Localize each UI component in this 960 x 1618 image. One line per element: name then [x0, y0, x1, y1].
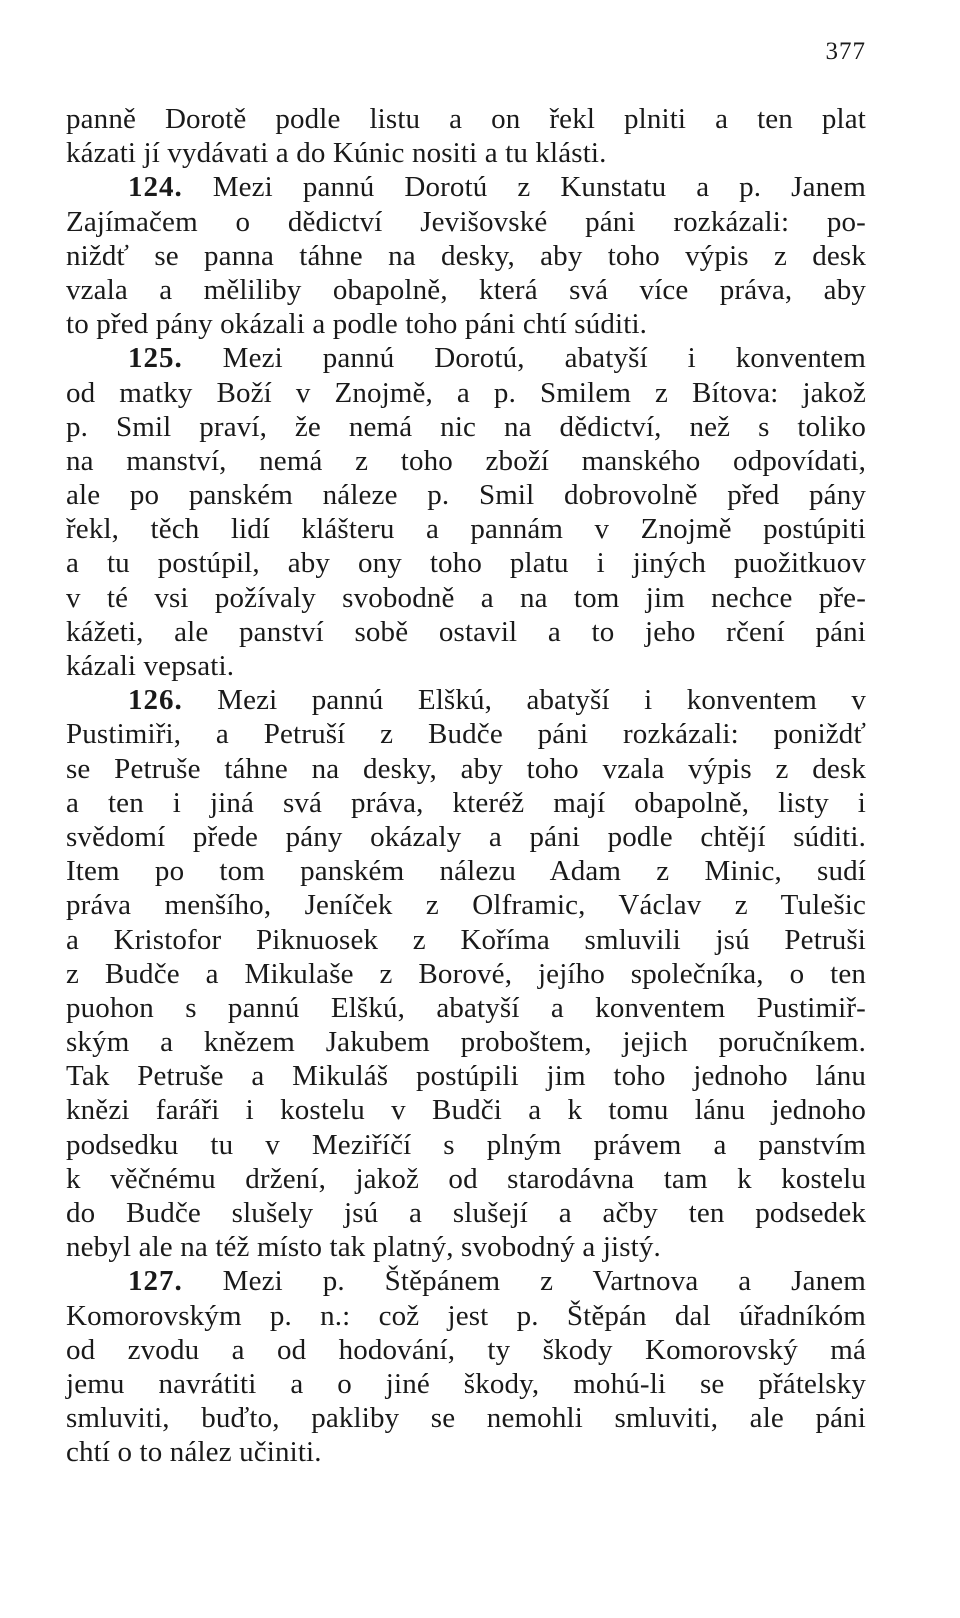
line-text: puohon s pannú Elškú, abatyší a konventem Pustimiř- — [66, 991, 866, 1024]
text-line — [66, 546, 866, 580]
text-line — [66, 239, 866, 273]
line-text: svědomí přede pány okázaly a páni podle chtějí súditi. — [66, 820, 866, 853]
line-text: ale po panském náleze p. Smil dobrovolně před pány — [66, 479, 866, 512]
line-text: chtí o to nález učiniti. — [66, 1436, 322, 1469]
line-text: ským a knězem Jakubem proboštem, jejich poručníkem. — [66, 1026, 866, 1059]
text-line — [66, 1367, 866, 1401]
text-line — [66, 1162, 866, 1196]
line-text: se Petruše táhne na desky, aby toho vzala výpis z desk — [66, 752, 866, 785]
line-text: Zajímačem o dědictví Jevišovské páni rozkázali: po- — [66, 205, 866, 238]
text-line — [66, 1093, 866, 1127]
line-text: kázali vepsati. — [66, 650, 235, 682]
line-text: od matky Boží v Znojmě, a p. Smilem z Bítova: jakož — [66, 376, 866, 409]
text-line — [66, 205, 866, 239]
line-text: p. Smil praví, že nemá nic na dědictví, než s toliko — [66, 410, 866, 443]
line-text: knězi faráři i kostelu v Budči a k tomu lánu jednoho — [66, 1094, 866, 1127]
text-line — [66, 581, 866, 615]
text-line — [66, 923, 866, 957]
line-text: Mezi pannú Dorotú, abatyší i konventem — [182, 342, 866, 375]
line-text: Item po tom panském nálezu Adam z Minic, sudí — [66, 855, 866, 888]
text-line — [66, 410, 866, 444]
text-line — [66, 1333, 866, 1367]
text-line — [66, 136, 866, 170]
line-text: od zvodu a od hodování, ty škody Komorovský má — [66, 1333, 866, 1366]
paragraph-start-line — [66, 683, 866, 717]
paragraph-start-line — [66, 170, 866, 204]
text-line — [66, 1401, 866, 1435]
text-line — [66, 1128, 866, 1162]
line-text: práva menšího, Jeníček z Olframic, Václav z Tulešic — [66, 889, 866, 922]
line-text: kázati jí vydávati a do Kúnic nositi a tu klásti. — [66, 137, 607, 170]
line-text: smluviti, buďto, pakliby se nemohli smluviti, ale páni — [66, 1402, 866, 1435]
line-text: Komorovským p. n.: což jest p. Štěpán dal úřadníkóm — [66, 1299, 866, 1332]
line-text: Pustimiři, a Petruší z Budče páni rozkázali: poniždť — [66, 718, 866, 751]
text-line — [66, 1025, 866, 1059]
text-line — [66, 478, 866, 512]
line-text: kážeti, ale panství sobě ostavil a to jeho rčení páni — [66, 615, 866, 648]
line-text: z Budče a Mikulaše z Borové, jejího společníka, o ten — [66, 957, 866, 990]
line-text: a tu postúpil, aby ony toho platu i jiných puožitkuov — [66, 547, 866, 580]
text-line — [66, 512, 866, 546]
line-text: a ten i jiná svá práva, kteréž mají obapolně, listy i — [66, 786, 866, 819]
line-text: Mezi pannú Elškú, abatyší i konventem v — [182, 684, 866, 717]
line-text: k věčnému držení, jakož od starodávna tam k kostelu — [66, 1162, 866, 1195]
paragraph-start-line — [66, 1264, 866, 1298]
text-line — [66, 102, 866, 136]
line-text: podsedku tu v Meziříčí s plným právem a panstvím — [66, 1128, 866, 1161]
text-line — [66, 1196, 866, 1230]
text-line — [66, 786, 866, 820]
line-text: Tak Petruše a Mikuláš postúpili jim toho jednoho lánu — [66, 1060, 866, 1093]
text-line — [66, 1059, 866, 1093]
text-line — [66, 1299, 866, 1333]
paragraph-number: 124. — [128, 171, 183, 204]
line-text: řekl, těch lidí klášteru a pannám v Znojmě postúpiti — [66, 513, 866, 546]
paragraph-number: 126. — [128, 684, 183, 717]
line-text: jemu navrátiti a o jiné škody, mohú-li se přátelsky — [66, 1367, 866, 1400]
text-line — [66, 820, 866, 854]
paragraph-number: 125. — [128, 342, 183, 375]
paragraph-number: 127. — [128, 1265, 183, 1298]
line-text: panně Dorotě podle listu a on řekl plniti a ten plat — [66, 103, 866, 135]
line-text: a Kristofor Piknuosek z Koříma smluvili jsú Petruši — [66, 923, 866, 956]
text-line — [66, 649, 866, 683]
line-text: do Budče slušely jsú a slušejí a ačby ten podsedek — [66, 1197, 866, 1229]
text-line — [66, 444, 866, 478]
line-text: na manství, nemá z toho zboží manského odpovídati, — [66, 444, 866, 477]
text-line — [66, 1435, 866, 1469]
text-line — [66, 273, 866, 307]
text-line — [66, 615, 866, 649]
text-line — [66, 307, 866, 341]
text-line — [66, 376, 866, 410]
line-text: vzala a měliliby obapolně, která svá více práva, aby — [66, 273, 866, 306]
text-line — [66, 752, 866, 786]
line-text: Mezi p. Štěpánem z Vartnova a Janem — [182, 1265, 866, 1298]
text-line — [66, 854, 866, 888]
line-text: to před pány okázali a podle toho páni chtí súditi. — [66, 308, 648, 341]
body-text — [66, 102, 866, 1470]
line-text: niždť se panna táhne na desky, aby toho výpis z desk — [66, 239, 866, 272]
line-text: Mezi pannú Dorotú z Kunstatu a p. Janem — [182, 171, 866, 204]
line-text: v té vsi požívaly svobodně a na tom jim nechce pře- — [66, 581, 866, 614]
line-text: nebyl ale na též místo tak platný, svobodný a jistý. — [66, 1231, 661, 1264]
text-line — [66, 1230, 866, 1264]
paragraph-start-line — [66, 341, 866, 375]
text-line — [66, 991, 866, 1025]
page-number: 377 — [825, 38, 866, 65]
text-line — [66, 888, 866, 922]
text-line — [66, 717, 866, 751]
text-line — [66, 957, 866, 991]
